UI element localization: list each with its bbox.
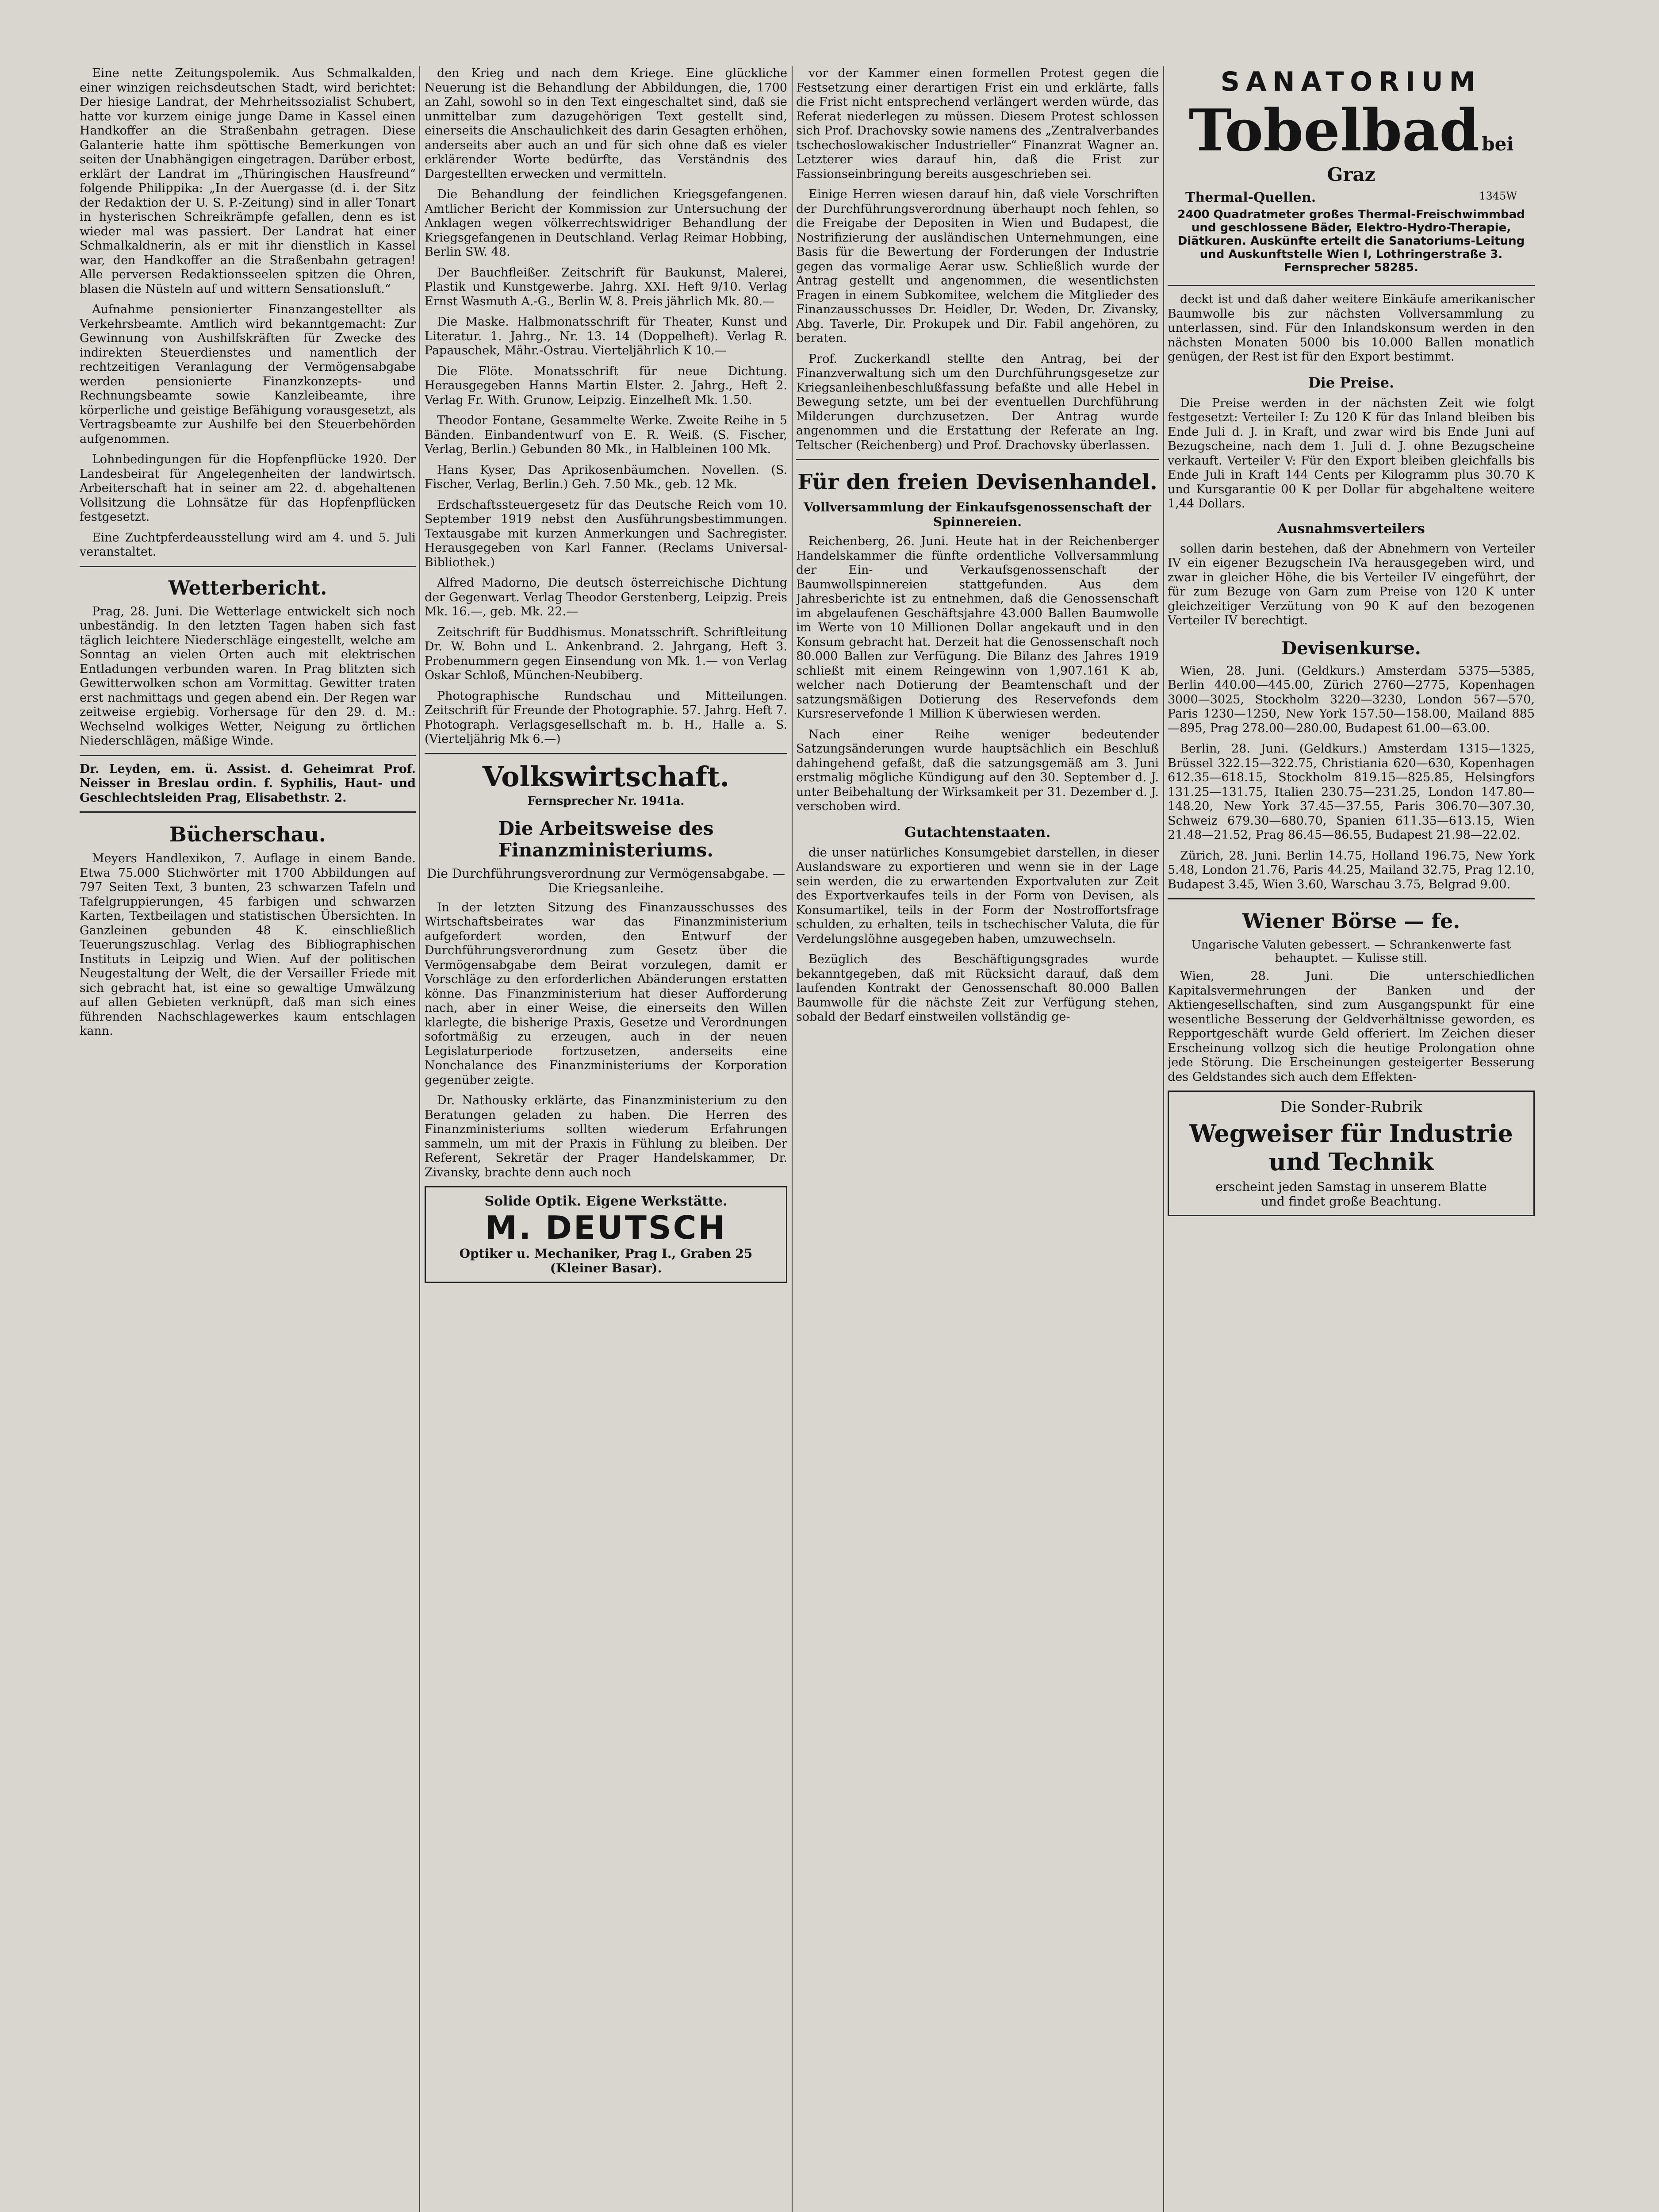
ad-wegweiser-title: Die Sonder-Rubrik: [1280, 1098, 1422, 1116]
article-boerse: Wien, 28. Juni. Die unterschiedlichen Kapitalsvermehrungen der Banken und der Aktiengesellschaften, sind zum Ausgangspunkt für eine wesentliche Besserung der Geldverhältnisse geworden, es Repportgeschäft wurde Geld offeriert. Im Zeichen dieser Erscheinung vollzog sich die heutige Prolongation ohne jede Störung. Die Erscheinungen gesteigerter Besserung des Geldstandes sich auch dem Effekten-: [1168, 969, 1535, 1084]
heading-wiener-boerse: Wiener Börse — fe.: [1242, 909, 1460, 933]
ad-bei-graz: bei Graz: [1327, 133, 1514, 185]
article-ausnahmsverteilers: sollen darin bestehen, daß der Abnehmern von Verteiler IV ein eigener Bezugschein IVa herausgegeben wird, und zwar in gleicher Höhe, die bis Verteiler IV eingeführt, der für zum Bezuge von Garn zum Preise von 120 K unter gleichzeitiger Verzütung von 90 K auf den bezogenen Verteiler IV berechtigt.: [1168, 541, 1535, 627]
notice-leyden: Dr. Leyden, em. ü. Assist. d. Geheimrat Prof. Neisser in Breslau ordin. f. Syphilis, Haut- und Geschlechtsleiden Prag, Elisabethstr. 2.: [80, 762, 416, 805]
book-maske: Die Maske. Halbmonatsschrift für Theater, Kunst und Literatur. 1. Jahrg., Nr. 13. 14 (Doppelheft). Verlag R. Papauschek, Mähr.-Ostrau. Vierteljährlich K 10.—: [425, 315, 787, 357]
article-arbeitsweise: In der letzten Sitzung des Finanzausschusses des Wirtschaftsbeirates war das Finanzministerium aufgefordert worden, den Entwurf der Durchführungsverordnung zum Gesetz über die Vermögensabgabe dem Beirat vorzulegen, damit er Vorschläge zu den erforderlichen Abänderungen erstatten könne. Das Finanzministerium hat dieser Aufforderung nach, aber in einer Weise, die einerseits den Willen klarlegte, die bisherige Praxis, Gesetze und Verordnungen sofortmäßig zu erzeugen, auch in der neuen Legislaturperiode fortzusetzen, anderseits eine Nonchalance des Finanzministeriums der Korporation gegenüber zeigte.: [425, 900, 787, 1087]
divider: [425, 753, 787, 754]
rates-wien: Wien, 28. Juni. (Geldkurs.) Amsterdam 5375—5385, Berlin 440.00—445.00, Zürich 2760—2775, Kopenhagen 3000—3025, Stockholm 3220—3230, London 567—570, Paris 1230—1250, New York 157.50—158.00, Mailand 885—895, Prag 278.00—280.00, Budapest 61.00—63.00.: [1168, 664, 1535, 735]
rates-berlin: Berlin, 28. Juni. (Geldkurs.) Amsterdam 1315—1325, Brüssel 322.15—322.75, Christiania 620—630, Kopenhagen 612.35—618.15, Stockholm 819.15—825.85, Helsingfors 131.25—131.75, Italien 230.75—231.25, London 147.80—148.20, New York 37.45—37.55, Paris 306.70—307.30, Schweiz 679.30—680.70, Spanien 611.35—613.15, Wien 21.48—21.52, Prag 86.45—86.55, Budapest 21.98—22.02.: [1168, 742, 1535, 842]
heading-wetterbericht: Wetterbericht.: [168, 576, 327, 599]
article-hopfenpfluecke: Lohnbedingungen für die Hopfenpflücke 1920. Der Landesbeirat für Angelegenheiten der landwirtsch. Arbeiterschaft hat in seiner am 22. d. abgehaltenen Vollsitzung die Lohnsätze für das Hopfenpflücken festgesetzt.: [80, 453, 416, 524]
article-baumwolle: deckt ist und daß daher weitere Einkäufe amerikanischer Baumwolle bis zur nächsten Vollversammlung zu unterlassen, sind. Für den Inlandskonsum werden in den nächsten Monaten 5000 bis 10.000 Ballen monatlich genügen, der Rest ist für den Export bestimmt.: [1168, 292, 1535, 364]
heading-volkswirtschaft: Volkswirtschaft.: [482, 760, 730, 793]
heading-ausnahmsverteilers: Ausnahmsverteilers: [1277, 521, 1425, 537]
article-beschaeftigung: Bezüglich des Beschäftigungsgrades wurde bekanntgegeben, daß mit Rücksicht darauf, daß dem laufenden Kontrakt der Genossenschaft 80.000 Ballen Baumwolle für die nächste Zeit zur Verfügung stehen, sobald der Bedarf einstweilen vollständig ge-: [796, 952, 1159, 1024]
article-arbeitsweise-2: Dr. Nathousky erklärte, das Finanzministerium zu den Beratungen geladen zu haben. Die Herren des Finanzministeriums sollten wiederum Erfahrungen sammeln, um mit der Praxis in Fühlung zu bleiben. Der Referent, Sekretär der Prager Handelskammer, Dr. Zivansky, brachte denn auch noch: [425, 1094, 787, 1179]
column-rule-3: [1163, 66, 1164, 2212]
article-zuckerkandl: Prof. Zuckerkandl stellte den Antrag, bei der Finanzverwaltung sich um den Durchführungsgesetze zur Kriegsanleihenbeschlußfassung befaßte und alle Hebel in Bewegung setzte, um bei der eventuellen Durchführung Milderungen durchzusetzen. Der Antrag wurde angenommen und die Erstattung der Referate an Ing. Teltscher (Reichenberg) und Prof. Drachovsky überlassen.: [796, 352, 1159, 452]
ad-wegweiser-text1: erscheint jeden Samstag in unserem Blatte: [1215, 1179, 1487, 1194]
phone-number: Fernsprecher Nr. 1941a.: [527, 794, 685, 808]
book-kriegsgefangene: Die Behandlung der feindlichen Kriegsgefangenen. Amtlicher Bericht der Kommission zur Untersuchung der Anklagen wegen völkerrechtswidriger Behandlung der Kriegsgefangenen in Deutschland. Verlag Reimar Hobbing, Berlin SW. 48.: [425, 188, 787, 259]
ad-sanatorium-text: 2400 Quadratmeter großes Thermal-Freischwimmbad und geschlossene Bäder, Elektro-Hydro-Therapie, Diätkuren. Auskünfte erteilt die Sanatoriums-Leitung und Auskunftstelle Wien I, Lothringerstraße 3. Fernsprecher 58285.: [1177, 208, 1525, 274]
subheading-boerse: Ungarische Valuten gebessert. — Schrankenwerte fast behauptet. — Kulisse still.: [1191, 938, 1511, 965]
column-2: [425, 66, 787, 2212]
heading-gutachtenstaaten: Gutachtenstaaten.: [904, 823, 1051, 841]
book-erbschaftssteuer: Erdschaftssteuergesetz für das Deutsche Reich vom 10. September 1919 nebst den Ausführungsbestimmungen. Textausgabe mit kurzen Anmerkungen und Sachregister. Herausgegeben von Karl Fanner. (Reclams Universal-Bibliothek.): [425, 498, 787, 569]
article-durchfuehrung: Einige Herren wiesen darauf hin, daß viele Vorschriften der Durchführungsverordnung überhaupt noch fehlen, so die Freigabe der Depositen in Wien und Budapest, die Nostrifizierung der ausländischen Unternehmungen, eine Basis für die Bewertung der Forderungen der Industrie gegen das vormalige Aerar usw. Schließlich wurde der Antrag gestellt und angenommen, die wesentlichsten Fragen in einem Subkomitee, welchem die Mitglieder des Finanzausschusses Dr. Heidler, Dr. Weden, Dr. Zivansky, Abg. Taverle, Dir. Prokupek und Dir. Fabil angehören, zu beraten.: [796, 188, 1159, 345]
article-reichenberg: Reichenberg, 26. Juni. Heute hat in der Reichenberger Handelskammer die fünfte ordentliche Vollversammlung der Ein- und Verkaufsgenossenschaft der Baumwollspinnereien stattgefunden. Aus dem Jahresberichte ist zu entnehmen, daß die Genossenschaft im abgelaufenen Geschäftsjahre 43.000 Ballen Baumwolle im Werte von 10 Millionen Dollar angekauft und in den Konsum gebracht hat. Derzeit hat die Genossenschaft noch 80.000 Ballen zur Verfügung. Die Bilanz des Jahres 1919 schließt mit einem Reingewinn von 1,907.161 K ab, welcher nach Dotierung der Beamtenschaft und der satzungsmäßigen Dotierung des Reservefonds dem Kursreservefonde 1 Million K überwiesen werden.: [796, 534, 1159, 721]
heading-buecherschau: Bücherschau.: [169, 822, 326, 846]
subheading-arbeitsweise: Die Durchführungsverordnung zur Vermögensabgabe. — Die Kriegsanleihe.: [426, 866, 785, 895]
ad-optik-name: M. DEUTSCH: [485, 1209, 727, 1246]
ad-sanatorium: [1168, 66, 1535, 279]
article-meyers-handlexikon: Meyers Handlexikon, 7. Auflage in einem Bande. Etwa 75.000 Stichwörter mit 1700 Abbildungen auf 797 Seiten Text, 3 bunten, 23 schwarzen Tafeln und Tafelgruppierungen, 45 farbigen und schwarzen Karten, Textbeilagen und statistischen Übersichten. In Ganzleinen gebunden 48 K. einschließlich Teuerungszuschlag. Verlag des Bibliographischen Instituts in Leipzig und Wien. Auf der politischen Neugestaltung der Welt, die der Versailler Friede mit sich gebracht hat, ist eine so gewaltige Umwälzung auf allen Gebieten verknüpft, daß man sich eines führenden Nachschlagewerkes kaum entschlagen kann.: [80, 852, 416, 1038]
rates-zuerich: Zürich, 28. Juni. Berlin 14.75, Holland 196.75, New York 5.48, London 21.76, Paris 44.25, Mailand 32.75, Prag 12.10, Budapest 3.45, Wien 3.60, Warschau 3.75, Belgrad 9.00.: [1168, 849, 1535, 891]
ad-code: 1345W: [1479, 190, 1517, 202]
divider: [80, 811, 416, 813]
divider: [796, 459, 1159, 460]
book-kyser: Hans Kyser, Das Aprikosenbäumchen. Novellen. (S. Fischer, Verlag, Berlin.) Geh. 7.50 Mk., geb. 12 Mk.: [425, 463, 787, 491]
subheading-devisenhandel: Vollversammlung der Einkaufsgenossenschaft der Spinnereien.: [803, 500, 1152, 529]
ad-optik-line2: Optiker u. Mechaniker, Prag I., Graben 25: [459, 1246, 753, 1261]
article-handlexikon-cont: den Krieg und nach dem Kriege. Eine glückliche Neuerung ist die Behandlung der Abbildungen, die, 1700 an Zahl, sowohl so in den Text eingeschaltet sind, daß sie unmittelbar zum dazugehörigen Text gestellt sind, einerseits die Anschaulichkeit des darin Gesagten erhöhen, anderseits aber auch an und für sich ohne daß es vieler erklärender Worte bedürfte, das Verständnis des Dargestellten erwecken und vermitteln.: [425, 66, 787, 181]
ad-optik-line3: (Kleiner Basar).: [550, 1261, 662, 1275]
article-zuchtpferde: Eine Zuchtpferdeausstellung wird am 4. und 5. Juli veranstaltet.: [80, 530, 416, 559]
divider: [80, 755, 416, 756]
article-protest: vor der Kammer einen formellen Protest gegen die Festsetzung einer derartigen Frist ein und erklärte, falls die Frist nicht entsprechend verlängert werden würde, das Referat niederlegen zu müssen. Diesem Protest schlossen sich Prof. Drachovsky sowie namens des „Zentralverbandes tschechoslowakischer Industrieller“ Finanzrat Wagner an. Letzterer wies darauf hin, daß die Frist zur Fassionseinbringung bereits ausgeschrieben sei.: [796, 66, 1159, 181]
divider: [1168, 285, 1535, 286]
ad-optik-line1: Solide Optik. Eigene Werkstätte.: [484, 1194, 728, 1209]
article-finanzangestellte: Aufnahme pensionierter Finanzangestellter als Verkehrsbeamte. Amtlich wird bekanntgemacht: Zur Gewinnung von Aushilfskräften für Zwecke des indirekten Steuerdienstes und namentlich der rechtzeitigen Veranlagung der Vermögensabgabe werden pensionierte Finanzkonzepts- und Rechnungsbeamte sowie Kanzleibeamte, ihre körperliche und geistige Befähigung vorausgesetzt, als Vertragsbeamte zur Aushilfe bei den Steuerbehörden aufgenommen.: [80, 303, 416, 446]
divider: [80, 566, 416, 567]
ad-sanatorium-label: SANATORIUM: [1220, 66, 1482, 97]
book-floete: Die Flöte. Monatsschrift für neue Dichtung. Herausgegeben Hanns Martin Elster. 2. Jahrg., Heft 2. Verlag Fr. With. Grunow, Leipzig. Einzelheft Mk. 1.50.: [425, 364, 787, 407]
heading-arbeitsweise: Die Arbeitsweise des Finanzministeriums.: [498, 817, 714, 861]
article-satzung: Nach einer Reihe weniger bedeutender Satzungsänderungen wurde hauptsächlich ein Beschluß dahingehend gefaßt, daß die satzungsgemäß am 3. Juni erstmalig mögliche Kündigung auf den 30. September d. J. unter Beibehaltung der Wirksamkeit per 31. Dezember d. J. verschoben wird.: [796, 727, 1159, 813]
article-zeitungspolemik: Eine nette Zeitungspolemik. Aus Schmalkalden, einer winzigen reichsdeutschen Stadt, wird berichtet: Der hiesige Landrat, der Mehrheitssozialist Schubert, hatte vor kurzem einige junge Dame in Kassel einen Handkoffer an die Straßenbahn getragen. Diese Galanterie hatte ihm spöttische Bemerkungen von seiten der Unabhängigen eingetragen. Darüber erbost, erklärt der Landrat im „Thüringischen Hausfreund“ folgende Philippika: „In der Auergasse (d. i. der Sitz der Redaktion der U. S. P.-Zeitung) sind in aller Tonart in hysterischen Schreikrämpfe gefallen, denn es ist wieder mal was passiert. Der Landrat hat einer Schmalkaldnerin, als er mit ihr dienstlich in Kassel war, den Handkoffer an die Straßenbahn getragen! Alle perversen Redaktionsseelen spitzen die Ohren, blasen die Nüsteln auf und wittern Sensationsluft.“: [80, 66, 416, 296]
divider: [1168, 898, 1535, 899]
heading-devisenhandel: Für den freien Devisenhandel.: [797, 470, 1157, 495]
column-rule-1: [419, 66, 420, 2212]
column-3: [796, 66, 1159, 2212]
column-1: [80, 66, 416, 2212]
article-preise: Die Preise werden in der nächsten Zeit wie folgt festgesetzt: Verteiler I: Zu 120 K für das Inland bleiben bis Ende Juli d. J. in Kraft, und zwar wird bis Ende Juni auf Bezugscheine, nach dem 1. Juli d. J. ohne Bezugscheine verkauft. Verteiler V: Für den Export bleiben gleichfalls bis Ende Juli in Kraft 144 Cents per Kilogramm plus 30.70 K und Kursgarantie 00 K per Dollar für abgehaltene weitere 1,44 Dollars.: [1168, 396, 1535, 511]
ad-tobelbad-logo: Tobelbad: [1188, 96, 1480, 164]
heading-devisenkurse: Devisenkurse.: [1281, 637, 1421, 659]
column-rule-2: [792, 66, 793, 2212]
article-wetterbericht: Prag, 28. Juni. Die Wetterlage entwickelt sich noch unbeständig. In den letzten Tagen haben sich fast täglich leichtere Niederschläge eingestellt, welche am Sonntag an vielen Orten auch mit elektrischen Entladungen verbunden waren. In Prag blitzten sich Gewitterwolken schon am Vormittag. Gewitter traten erst nachmittags und gegen abend ein. Der Regen war zeitweise ergiebig. Vorhersage für den 29. d. M.: Wechselnd wolkiges Wetter, Neigung zu örtlichen Niederschlägen, mäßige Winde.: [80, 604, 416, 748]
heading-preise: Die Preise.: [1308, 374, 1395, 391]
article-export: die unser natürliches Konsumgebiet darstellen, in dieser Auslandsware zu exportieren und wenn sie in der Lage sein werden, die zu erwartenden Exportvaluten zur Zeit des Exportverkaufes teils in der Form von Devisen, als Konsumartikel, teils in der Form der Nostroffortsfrage schulden, zu erhalten, teils in tschechischer Valuta, die für Verdelungslöhne ausgegeben haben, umzuwechseln.: [796, 845, 1159, 946]
book-madorno: Alfred Madorno, Die deutsch österreichische Dichtung der Gegenwart. Verlag Theodor Gerstenberg, Leipzig. Preis Mk. 16.—, geb. Mk. 22.—: [425, 576, 787, 618]
ad-wegweiser-big: Wegweiser für Industrie und Technik: [1189, 1119, 1513, 1176]
ad-wegweiser-text2: und findet große Beachtung.: [1261, 1194, 1442, 1209]
ad-wegweiser: [1168, 1091, 1535, 1216]
book-photographie: Photographische Rundschau und Mitteilungen. Zeitschrift für Freunde der Photographie. 57. Jahrg. Heft 7. Photograph. Verlagsgesellschaft m. b. H., Halle a. S. (Vierteljährig Mk 6.—): [425, 689, 787, 746]
book-fontane: Theodor Fontane, Gesammelte Werke. Zweite Reihe in 5 Bänden. Einbandentwurf von E. R. Weiß. (S. Fischer, Verlag, Berlin.) Gebunden 80 Mk., in Halbleinen 100 Mk.: [425, 414, 787, 456]
book-baukunst: Der Bauchfleißer. Zeitschrift für Baukunst, Malerei, Plastik und Kunstgewerbe. Jahrg. XXI. Heft 9/10. Verlag Ernst Wasmuth A.-G., Berlin W. 8. Preis jährlich Mk. 80.—: [425, 265, 787, 308]
column-4: [1168, 66, 1535, 2212]
book-buddhismus: Zeitschrift für Buddhismus. Monatsschrift. Schriftleitung Dr. W. Bohn und L. Ankenbrand. 2. Jahrgang, Heft 3. Probenummern gegen Einsendung von Mk. 1.— von Verlag Oskar Schloß, München-Neubiberg.: [425, 625, 787, 682]
ad-thermal: Thermal-Quellen.: [1185, 190, 1316, 205]
ad-deutsch-optik: [425, 1186, 787, 1283]
